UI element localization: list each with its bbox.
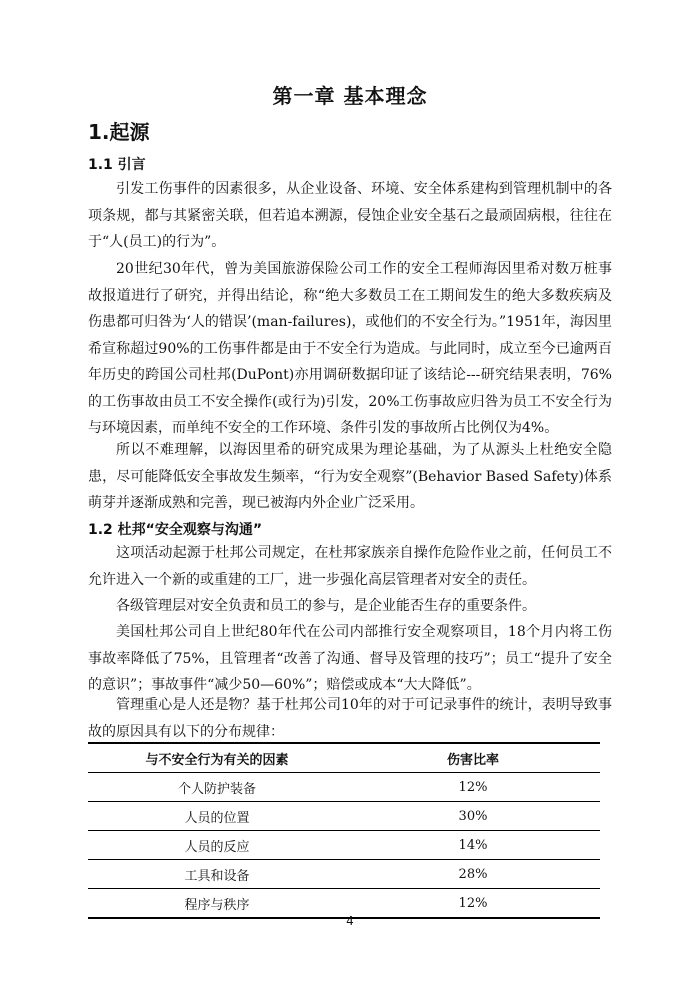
table-cell-ratio: 28% xyxy=(346,860,600,889)
paragraph-4: 这项活动起源于杜邦公司规定，在杜邦家族亲自操作危险作业之前，任何员工不允许进入一个新的或重建的工厂，进一步强化高层管理者对安全的责任。 xyxy=(88,545,612,588)
paragraph-5: 各级管理层对安全负责和员工的参与，是企业能否生存的重要条件。 xyxy=(116,598,536,614)
table-cell-factor: 个人防护装备 xyxy=(88,773,346,802)
table-header-ratio: 伤害比率 xyxy=(346,743,600,773)
table-header-row xyxy=(88,743,600,773)
paragraph-7: 管理重心是人还是物？基于杜邦公司10年的对于可记录事件的统计，表明导致事故的原因具有以下的分布规律： xyxy=(88,697,612,740)
section-title: 1.起源 xyxy=(88,120,150,144)
table-row xyxy=(88,802,600,831)
table-header-factor: 与不安全行为有关的因素 xyxy=(88,743,346,773)
page-number: 4 xyxy=(346,914,354,928)
table-cell-ratio: 30% xyxy=(346,802,600,831)
paragraph-6: 美国杜邦公司自上世纪80年代在公司内部推行安全观察项目，18个月内将工伤事故率降低了75%，且管理者“改善了沟通、督导及管理的技巧”；员工“提升了安全的意识”；事故事件“减少50—60%”；赔偿或成本“大大降低”。 xyxy=(88,624,612,693)
table-row xyxy=(88,773,600,802)
table-cell-factor: 人员的反应 xyxy=(88,831,346,860)
paragraph-1: 引发工伤事件的因素很多，从企业设备、环境、安全体系建构到管理机制中的各项条规，都与其紧密关联，但若追本溯源，侵蚀企业安全基石之最顽固病根，往往在于“人(员工)的行为”。 xyxy=(88,181,612,250)
subsection-heading-intro: 1.1 引言 xyxy=(88,157,146,173)
subsection-heading-dupont: 1.2 杜邦“安全观察与沟通” xyxy=(88,522,263,538)
paragraph-2: 20世纪30年代，曾为美国旅游保险公司工作的安全工程师海因里希对数万桩事故报道进行了研究，并得出结论，称“绝大多数员工在工期间发生的绝大多数疾病及伤患都可归咎为‘人的错误’(man-failures)，或他们的不安全行为。”1951年，海因里希宣称超过90%的工伤事件都是由于不安全行为造成。与此同时，成立至今已逾两百年历史的跨国公司杜邦(DuPont)亦用调研数据印证了该结论---研究结果表明，76%的工伤事故由员工不安全操作(或行为)引发，20%工伤事故应归咎为员工不安全行为与环境因素，而单纯不安全的工作环境、条件引发的事故所占比例仅为4%。 xyxy=(88,261,612,436)
table-cell-ratio: 12% xyxy=(346,889,600,919)
factor-table xyxy=(88,742,600,919)
table-cell-factor: 程序与秩序 xyxy=(88,889,346,919)
table-cell-factor: 人员的位置 xyxy=(88,802,346,831)
paragraph-3: 所以不难理解，以海因里希的研究成果为理论基础，为了从源头上杜绝安全隐患，尽可能降低安全事故发生频率，“行为安全观察”(Behavior Based Safety)体系萌芽并逐渐成熟和完善，现已被海内外企业广泛采用。 xyxy=(88,442,612,511)
table-row xyxy=(88,860,600,889)
table-cell-ratio: 14% xyxy=(346,831,600,860)
chapter-title: 第一章 基本理念 xyxy=(272,84,428,108)
table-row xyxy=(88,831,600,860)
table-cell-ratio: 12% xyxy=(346,773,600,802)
table-cell-factor: 工具和设备 xyxy=(88,860,346,889)
